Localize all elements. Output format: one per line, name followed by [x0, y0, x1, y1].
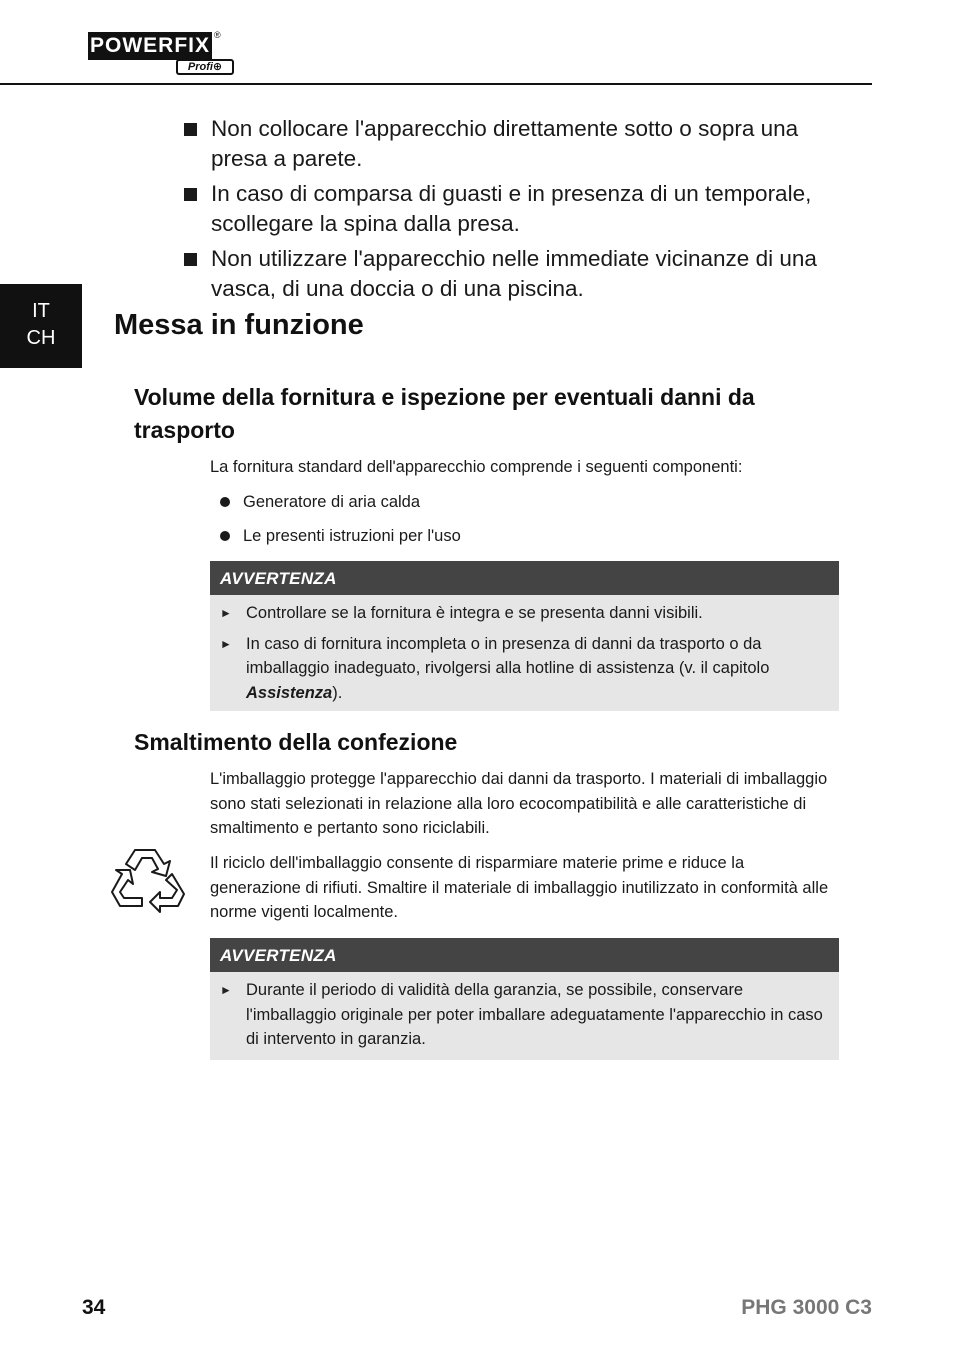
warning-box-delivery	[210, 561, 839, 711]
chapter-reference: Assistenza	[246, 683, 333, 702]
warning-item: ► Durante il periodo di validità della garanzia, se possibile, conservare l'imballaggio originale per poter imballare adeguatamente l'apparecchio in caso di intervento in garanzia.	[220, 978, 825, 1052]
square-bullet-icon	[184, 188, 197, 201]
section-title: Messa in funzione	[114, 309, 364, 341]
disposal-paragraph-2: Il riciclo dell'imballaggio consente di risparmiare materie prime e riduce la generazione di rifiuti. Smaltire il materiale di imballaggio inutilizzato in conformità alle norme vigenti localmente.	[210, 854, 829, 921]
dot-bullet-icon	[220, 531, 230, 541]
delivery-heading: Volume della fornitura e ispezione per eventuali danni da trasporto	[134, 384, 755, 443]
safety-bullet-list	[184, 114, 854, 309]
warning-label: AVVERTENZA	[210, 561, 839, 595]
arrow-bullet-icon: ►	[220, 606, 232, 620]
warning-item: ► Controllare se la fornitura è integra e se presenta danni visibili.	[220, 601, 825, 626]
brand-name: POWERFIX	[88, 32, 212, 60]
list-item: Le presenti istruzioni per l'uso	[218, 524, 461, 548]
language-code-ch: CH	[26, 327, 56, 349]
warning-box-disposal	[210, 938, 839, 1060]
recycle-icon	[108, 844, 190, 922]
arrow-bullet-icon: ►	[220, 636, 232, 651]
model-number: PHG 3000 C3	[741, 1296, 872, 1319]
delivery-items-list	[218, 490, 461, 558]
brand-logo	[88, 32, 238, 78]
warning-label: AVVERTENZA	[210, 938, 839, 972]
warning-item: ► In caso di fornitura incompleta o in presenza di danni da trasporto o da imballaggio inadeguato, rivolgersi alla hotline di assistenza (v. il capitolo Assistenza).	[220, 632, 825, 706]
list-item: Generatore di aria calda	[218, 490, 461, 514]
delivery-intro: La fornitura standard dell'apparecchio comprende i seguenti componenti:	[210, 458, 743, 476]
brand-subtitle: Profi⊕	[176, 59, 234, 75]
list-item: In caso di comparsa di guasti e in presenza di un temporale, scollegare la spina dalla presa.	[184, 179, 854, 239]
page-number: 34	[82, 1296, 106, 1319]
square-bullet-icon	[184, 123, 197, 136]
disposal-paragraph-1: L'imballaggio protegge l'apparecchio dai danni da trasporto. I materiali di imballaggio sono stati selezionati in relazione alla loro ecocompatibilità e alle caratteristiche di smaltimento e pertanto sono riciclabili.	[210, 770, 828, 837]
language-code-it: IT	[32, 300, 50, 322]
disposal-heading: Smaltimento della confezione	[134, 729, 458, 755]
language-tab	[0, 284, 82, 368]
square-bullet-icon	[184, 253, 197, 266]
list-item: Non utilizzare l'apparecchio nelle immediate vicinanze di una vasca, di una doccia o di una piscina.	[184, 244, 854, 304]
dot-bullet-icon	[220, 497, 230, 507]
list-item: Non collocare l'apparecchio direttamente sotto o sopra una presa a parete.	[184, 114, 854, 174]
header-divider	[0, 83, 872, 85]
brand-registered-mark: ®	[214, 30, 221, 40]
arrow-bullet-icon: ►	[220, 983, 232, 997]
